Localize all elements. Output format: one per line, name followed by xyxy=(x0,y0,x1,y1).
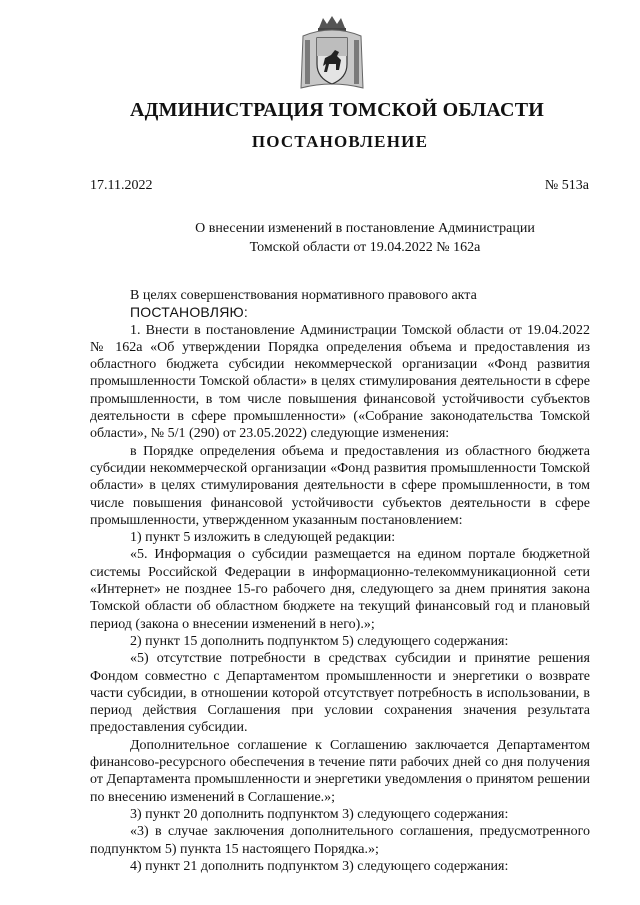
tomsk-coat-of-arms-icon xyxy=(297,14,367,94)
document-body xyxy=(90,287,590,875)
body-paragraph: «3) в случае заключения дополнительного соглашения, предусмотренного подпунктом 5) пункта 15 настоящего Порядка.»; xyxy=(90,824,590,857)
body-paragraph: «5. Информация о субсидии размещается на едином портале бюджетной системы Российской Федерации в информационно-телекоммуникационной сети «Интернет» не позднее 15-го рабочего дня, следующего за днем принятия закона Томской области об областном бюджете на текущий финансовый год и плановый период (закона о внесении изменений в него).»; xyxy=(90,547,590,632)
body-paragraph: 1) пункт 5 изложить в следующей редакции: xyxy=(130,530,396,546)
subject-line: Томской области от 19.04.2022 № 162а xyxy=(249,240,481,255)
body-paragraph: 4) пункт 21 дополнить подпунктом 3) следующего содержания: xyxy=(130,858,509,874)
body-paragraph: 2) пункт 15 дополнить подпунктом 5) следующего содержания: xyxy=(130,633,509,649)
organization-title: АДМИНИСТРАЦИЯ ТОМСКОЙ ОБЛАСТИ xyxy=(129,99,545,121)
body-paragraph: Дополнительное соглашение к Соглашению заключается Департаментом финансово-ресурсного обеспечения в течение пяти рабочих дней со дня получения от Департамента промышленности и энергетики уведомления о принятом решении по внесению изменений в Соглашение.»; xyxy=(90,737,590,805)
body-paragraph: 1. Внести в постановление Администрации Томской области от 19.04.2022 № 162а «Об утверждении Порядка определения объема и предоставления из областного бюджета субсидии некоммерческой организации «Фонд развития промышленности Томской области» в целях стимулирования деятельности в сфере промышленности, в том числе повышения финансовой устойчивости субъектов деятельности в сфере промышленности» («Собрание законодательства Томской области», № 5/1 (290) от 23.05.2022) следующие изменения: xyxy=(90,322,590,442)
document-number: № 513а xyxy=(544,178,589,193)
document-type: ПОСТАНОВЛЕНИЕ xyxy=(251,132,429,151)
document-subject xyxy=(150,219,580,257)
preamble: В целях совершенствования нормативного правового акта xyxy=(130,288,477,303)
document-date: 17.11.2022 xyxy=(90,178,153,193)
body-paragraph: в Порядке определения объема и предоставления из областного бюджета субсидии некоммерческой организации «Фонд развития промышленности Томской области» в целях стимулирования деятельности в сфере промышленности, в том числе повышения финансовой устойчивости субъектов деятельности в сфере промышленности, утвержденном указанным постановлением: xyxy=(90,443,590,528)
decree-word: ПОСТАНОВЛЯЮ: xyxy=(130,304,248,321)
body-paragraph: «5) отсутствие потребности в средствах субсидии и принятие решения Фондом совместно с Департаментом промышленности и энергетики о возврате части субсидии, в отношении которой отсутствует потребность в использовании, в период действия Соглашения при условии сохранения значения результата предоставления субсидии. xyxy=(90,651,590,736)
body-paragraph: 3) пункт 20 дополнить подпунктом 3) следующего содержания: xyxy=(130,806,509,822)
subject-line: О внесении изменений в постановление Администрации xyxy=(195,221,535,236)
